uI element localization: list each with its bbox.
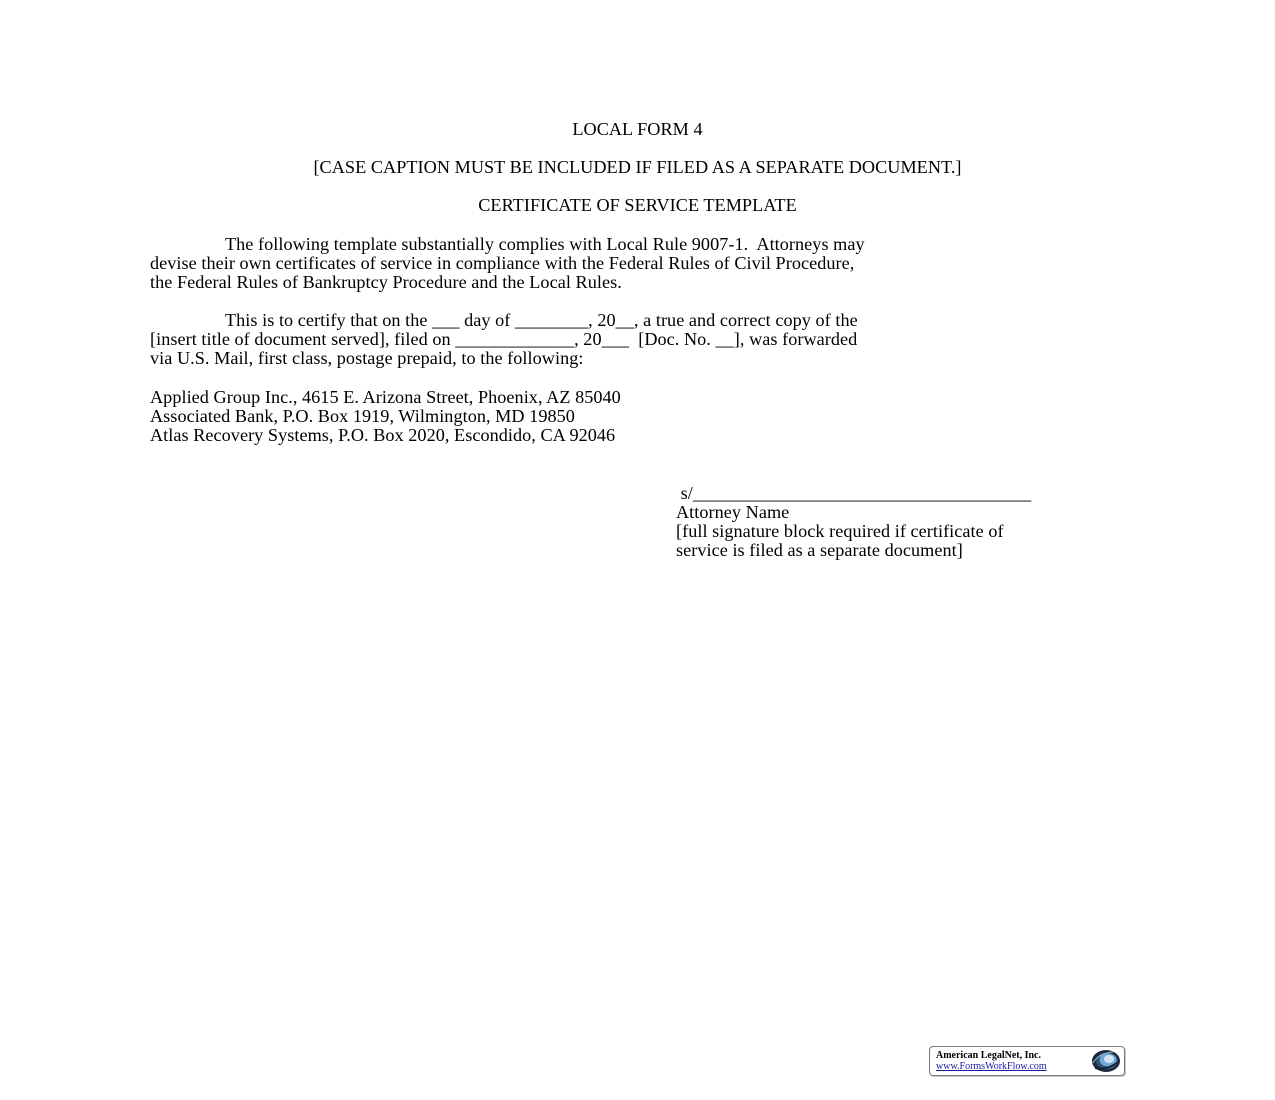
form-number: LOCAL FORM 4: [572, 119, 703, 139]
globe-swirl-logo-icon: [1089, 1049, 1121, 1073]
recipient-item: Applied Group Inc., 4615 E. Arizona Street, Phoenix, AZ 85040: [150, 387, 621, 407]
signature-line: s/_____________________________________: [676, 483, 1032, 503]
badge-url-link[interactable]: www.FormsWorkFlow.com: [936, 1061, 1047, 1072]
recipient-item: Atlas Recovery Systems, P.O. Box 2020, Escondido, CA 92046: [150, 425, 616, 445]
certification-line-2: [insert title of document served], filed on _____________, 20___ [Doc. No. __], was forwarded: [150, 329, 858, 349]
intro-line-2: devise their own certificates of service in compliance with the Federal Rules of Civil Procedure,: [150, 253, 855, 273]
intro-line-1: The following template substantially complies with Local Rule 9007-1. Attorneys may: [225, 234, 865, 254]
document-title: CERTIFICATE OF SERVICE TEMPLATE: [478, 195, 797, 215]
signature-note-line-2: service is filed as a separate document]: [676, 540, 963, 560]
intro-line-3: the Federal Rules of Bankruptcy Procedure and the Local Rules.: [150, 272, 622, 292]
caption-note: [CASE CAPTION MUST BE INCLUDED IF FILED AS A SEPARATE DOCUMENT.]: [313, 157, 962, 177]
certification-line-3: via U.S. Mail, first class, postage prepaid, to the following:: [150, 348, 584, 368]
signature-note-line-1: [full signature block required if certificate of: [676, 521, 1004, 541]
badge-company-name: American LegalNet, Inc.: [936, 1050, 1041, 1061]
footer-badge: [929, 1046, 1125, 1076]
recipient-item: Associated Bank, P.O. Box 1919, Wilmington, MD 19850: [150, 406, 575, 426]
certification-line-1: This is to certify that on the ___ day of ________, 20__, a true and correct copy of the: [225, 310, 858, 330]
attorney-name: Attorney Name: [676, 502, 790, 522]
